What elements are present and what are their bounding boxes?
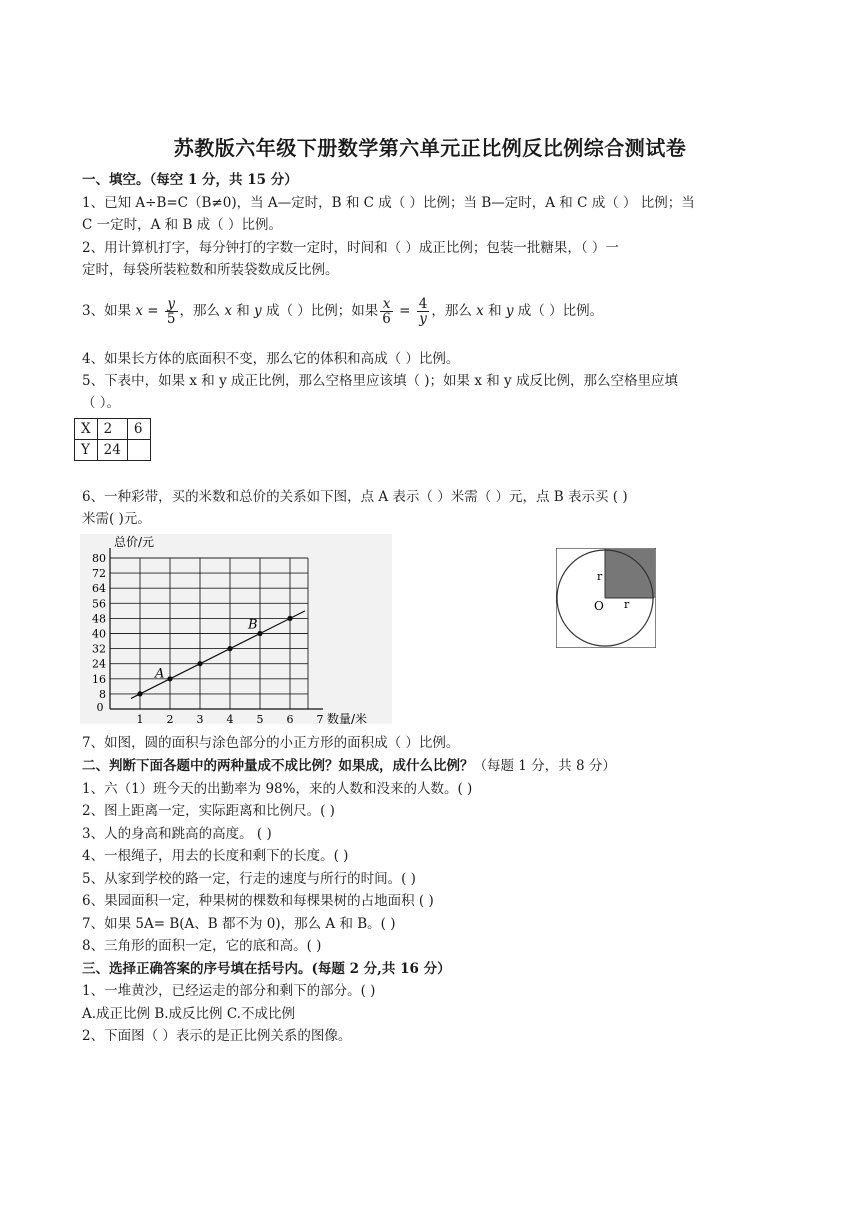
point-label-a: A xyxy=(155,666,165,682)
y-tick-label: 48 xyxy=(92,612,106,626)
judge-item: 6、果园面积一定，种果树的棵数和每棵果树的占地面积 ( ) xyxy=(82,893,434,909)
fraction-y-over-5: $\frac{y}{5}$ xyxy=(166,296,176,327)
judge-item: 1、六（1）班今天的出勤率为 98%，来的人数和没来的人数。( ) xyxy=(82,781,473,797)
table-cell: Y xyxy=(75,440,98,461)
xy-table xyxy=(74,418,151,461)
series-line xyxy=(131,611,305,699)
table-cell xyxy=(127,440,150,461)
section1-heading: 一、填空。（每空 1 分，共 15 分） xyxy=(82,172,298,188)
judge-item: 2、图上距离一定，实际距离和比例尺。( ) xyxy=(82,803,335,819)
y-tick-label: 40 xyxy=(92,627,106,641)
section2-heading: 二、判断下面各题中的两种量成不成比例？如果成，成什么比例？ xyxy=(82,758,474,774)
judge-item: 5、从家到学校的路一定，行走的速度与所行的时间。( ) xyxy=(82,871,416,887)
data-point xyxy=(197,661,202,666)
judge-item: 4、一根绳子，用去的长度和剩下的长度。( ) xyxy=(82,848,349,864)
q1-line1: 1、已知 A÷B=C（B≠0)，当 A—定时，B 和 C 成（ ）比例；当 B—定时，A 和 C 成（ ） 比例；当 xyxy=(82,195,695,211)
q7-line: 7、如图，圆的面积与涂色部分的小正方形的面积成（ ）比例。 xyxy=(82,735,460,751)
data-point xyxy=(137,691,142,696)
data-point xyxy=(257,631,262,636)
price-quantity-chart xyxy=(80,534,392,724)
q6-line2: 米需( )元。 xyxy=(82,511,151,527)
judge-item: 3、人的身高和跳高的高度。 ( ) xyxy=(82,826,272,842)
x-tick-label: 2 xyxy=(166,713,174,724)
y-tick-label: 16 xyxy=(92,672,106,686)
radius-label-r: r xyxy=(624,598,630,611)
x-tick-label: 5 xyxy=(256,713,264,724)
data-point xyxy=(227,646,232,651)
table-cell: X xyxy=(75,419,98,440)
x-tick-label: 1 xyxy=(136,713,144,724)
y-tick-label: 64 xyxy=(92,582,106,596)
x-tick-label: 6 xyxy=(286,713,294,724)
fraction-x-over-6: $\frac{x}{6}$ xyxy=(382,296,391,327)
x-tick-label: 4 xyxy=(226,713,234,724)
x-axis-label: 数量/米 xyxy=(327,712,368,724)
y-tick-label: 72 xyxy=(92,567,106,581)
point-label-b: B xyxy=(248,617,258,633)
choice-item: 2、下面图（ ）表示的是正比例关系的图像。 xyxy=(82,1028,352,1044)
section2-score-note: （每题 1 分，共 8 分） xyxy=(473,758,616,774)
y-tick-label: 32 xyxy=(92,642,106,656)
judge-item: 7、如果 5A= B(A、B 都不为 0)，那么 A 和 B。( ) xyxy=(82,916,396,932)
y-tick-label: 8 xyxy=(99,687,106,701)
table-cell: 24 xyxy=(97,440,127,461)
data-point xyxy=(287,616,292,621)
y-tick-label: 56 xyxy=(92,597,106,611)
q2-line2: 定时，每袋所装粒数和所装袋数成反比例。 xyxy=(82,262,339,278)
choice-options: A.成正比例 B.成反比例 C.不成比例 xyxy=(82,1006,295,1022)
center-label-o: O xyxy=(594,599,604,613)
chart-svg xyxy=(80,534,392,724)
judge-item: 8、三角形的面积一定，它的底和高。( ) xyxy=(82,938,322,954)
q5-line1: 5、下表中，如果 x 和 y 成正比例，那么空格里应该填（ )；如果 x 和 y 成反比例，那么空格里应填 xyxy=(82,373,678,389)
page-title: 苏教版六年级下册数学第六单元正比例反比例综合测试卷 xyxy=(173,136,687,160)
radius-label-r: r xyxy=(597,570,603,583)
q6-line1: 6、一种彩带，买的米数和总价的关系如下图，点 A 表示（ ）米需（ ）元，点 B 表示买 ( ) xyxy=(82,489,628,505)
q3-line: 3、如果 x = $\frac{y}{5}$ ，那么 x 和 y 成（ ）比例；如果 $\frac{x}{6}$ = $\frac{4}{y}$ ，那么 x 和 y 成（ ）比例。 xyxy=(82,296,604,327)
x-tick-label: 0 xyxy=(96,701,104,714)
choice-item: 1、一堆黄沙，已经运走的部分和剩下的部分。( ) xyxy=(82,983,376,999)
circle-square-figure xyxy=(556,548,656,648)
x-tick-label: 7 xyxy=(316,713,324,724)
q5-line2: （ ）。 xyxy=(82,395,121,411)
y-tick-label: 24 xyxy=(92,657,106,671)
table-cell: 6 xyxy=(127,419,150,440)
q1-line2: C 一定时，A 和 B 成（ ）比例。 xyxy=(82,217,282,233)
section3-heading: 三、选择正确答案的序号填在括号内。(每题 2 分,共 16 分） xyxy=(82,961,451,977)
section2-heading-line xyxy=(82,756,782,776)
y-axis-label: 总价/元 xyxy=(114,535,155,549)
data-point xyxy=(167,676,172,681)
q4-line: 4、如果长方体的底面积不变，那么它的体积和高成（ ）比例。 xyxy=(82,351,460,367)
y-tick-label: 80 xyxy=(92,552,106,565)
fraction-4-over-y: $\frac{4}{y}$ xyxy=(418,296,428,327)
q2-line1: 2、用计算机打字，每分钟打的字数一定时，时间和（ ）成正比例；包装一批糖果，（ ）一 xyxy=(82,240,619,256)
table-cell: 2 xyxy=(97,419,127,440)
x-tick-label: 3 xyxy=(196,713,204,724)
